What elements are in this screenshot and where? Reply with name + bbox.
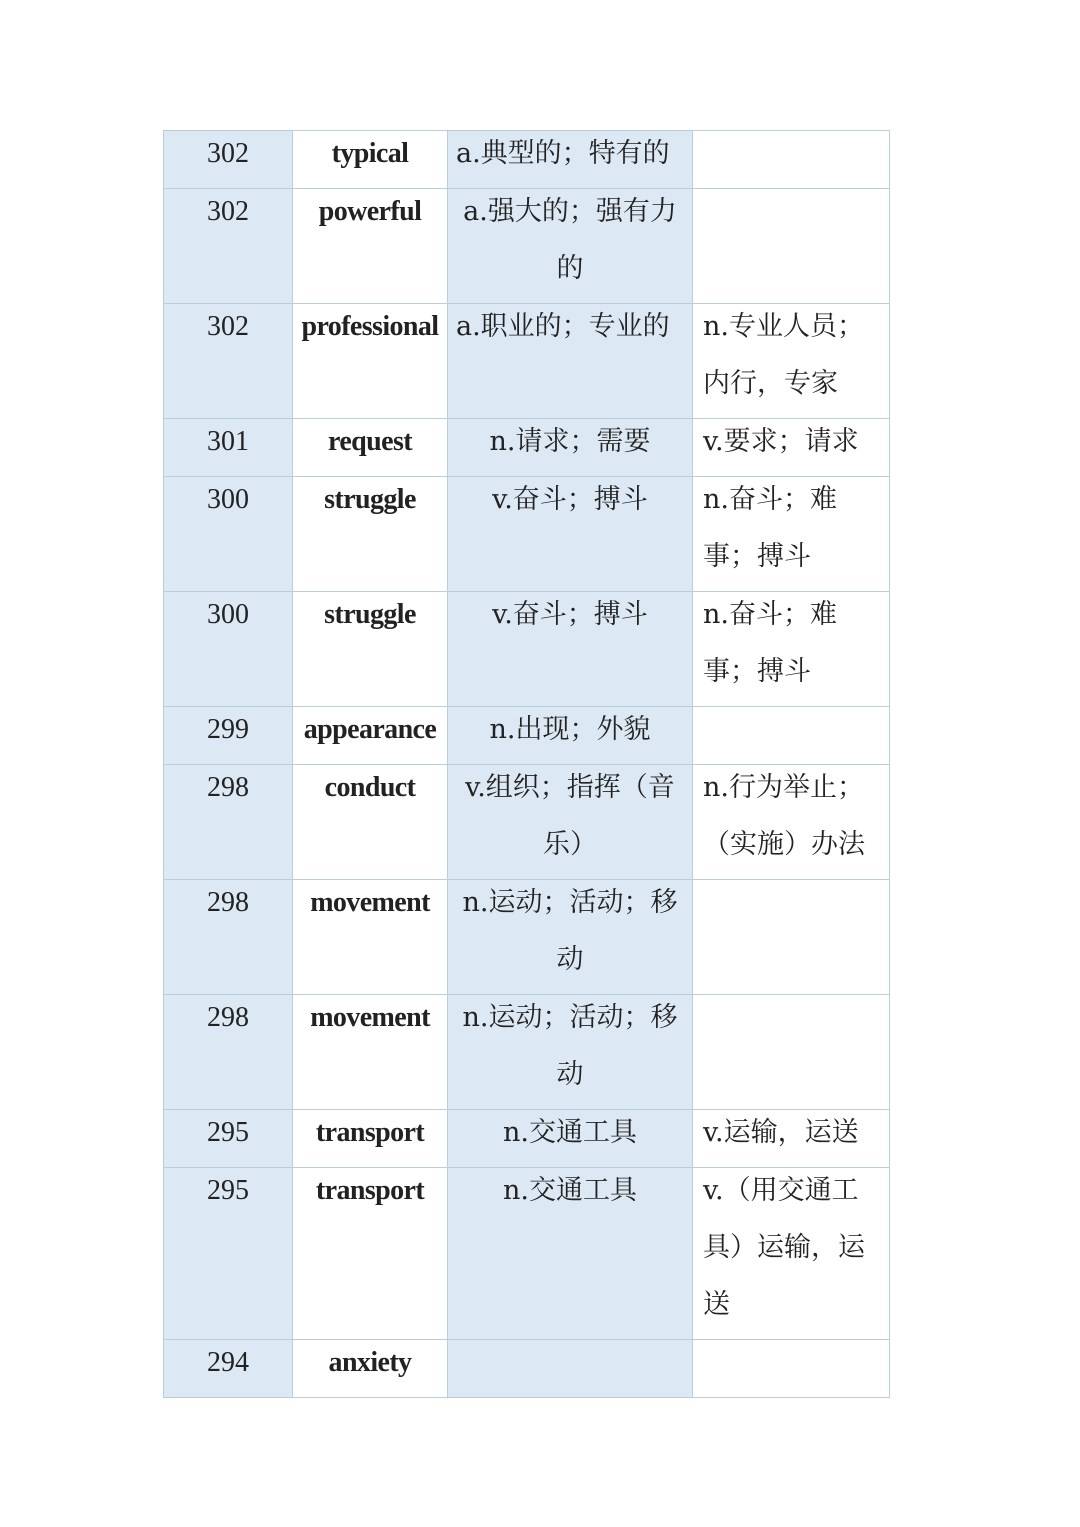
frequency-cell: 302 (164, 189, 293, 304)
word-cell: conduct (293, 765, 448, 880)
frequency-cell: 302 (164, 304, 293, 419)
secondary-definition-cell: v.运输，运送 (693, 1110, 890, 1168)
frequency-cell: 294 (164, 1340, 293, 1398)
primary-definition-cell: a.典型的；特有的 (448, 131, 693, 189)
secondary-definition-cell: n.专业人员；内行，专家 (693, 304, 890, 419)
secondary-definition-cell: n.奋斗；难事；搏斗 (693, 477, 890, 592)
secondary-definition-cell (693, 995, 890, 1110)
secondary-definition-cell (693, 880, 890, 995)
frequency-cell: 302 (164, 131, 293, 189)
word-cell: movement (293, 995, 448, 1110)
word-cell: anxiety (293, 1340, 448, 1398)
frequency-cell: 300 (164, 477, 293, 592)
secondary-definition-cell: v.要求；请求 (693, 419, 890, 477)
primary-definition-cell: v.奋斗；搏斗 (448, 592, 693, 707)
secondary-definition-cell: n.行为举止；（实施）办法 (693, 765, 890, 880)
table-row (164, 592, 890, 707)
primary-definition-cell (448, 1340, 693, 1398)
frequency-cell: 298 (164, 765, 293, 880)
table-row (164, 765, 890, 880)
frequency-cell: 301 (164, 419, 293, 477)
table-row (164, 189, 890, 304)
primary-definition-cell: n.运动；活动；移动 (448, 995, 693, 1110)
secondary-definition-cell (693, 131, 890, 189)
secondary-definition-cell (693, 189, 890, 304)
word-cell: transport (293, 1168, 448, 1340)
table-row (164, 419, 890, 477)
primary-definition-cell: n.运动；活动；移动 (448, 880, 693, 995)
frequency-cell: 299 (164, 707, 293, 765)
primary-definition-cell: a.强大的；强有力的 (448, 189, 693, 304)
table-row (164, 304, 890, 419)
primary-definition-cell: n.请求；需要 (448, 419, 693, 477)
frequency-cell: 300 (164, 592, 293, 707)
frequency-cell: 295 (164, 1110, 293, 1168)
word-cell: appearance (293, 707, 448, 765)
table-row (164, 1168, 890, 1340)
table-row (164, 707, 890, 765)
secondary-definition-cell: v.（用交通工具）运输，运送 (693, 1168, 890, 1340)
word-cell: movement (293, 880, 448, 995)
frequency-cell: 295 (164, 1168, 293, 1340)
secondary-definition-cell: n.奋斗；难事；搏斗 (693, 592, 890, 707)
word-cell: powerful (293, 189, 448, 304)
primary-definition-cell: v.奋斗；搏斗 (448, 477, 693, 592)
primary-definition-cell: n.交通工具 (448, 1168, 693, 1340)
primary-definition-cell: v.组织；指挥（音乐） (448, 765, 693, 880)
table-row (164, 1340, 890, 1398)
table-row (164, 477, 890, 592)
primary-definition-cell: n.交通工具 (448, 1110, 693, 1168)
frequency-cell: 298 (164, 995, 293, 1110)
primary-definition-cell: n.出现；外貌 (448, 707, 693, 765)
word-cell: transport (293, 1110, 448, 1168)
table-row (164, 880, 890, 995)
primary-definition-cell: a.职业的；专业的 (448, 304, 693, 419)
frequency-cell: 298 (164, 880, 293, 995)
table-row (164, 131, 890, 189)
secondary-definition-cell (693, 1340, 890, 1398)
word-cell: struggle (293, 477, 448, 592)
vocabulary-table (163, 130, 890, 1398)
word-cell: typical (293, 131, 448, 189)
table-row (164, 995, 890, 1110)
word-cell: request (293, 419, 448, 477)
word-cell: struggle (293, 592, 448, 707)
secondary-definition-cell (693, 707, 890, 765)
word-cell: professional (293, 304, 448, 419)
table-row (164, 1110, 890, 1168)
